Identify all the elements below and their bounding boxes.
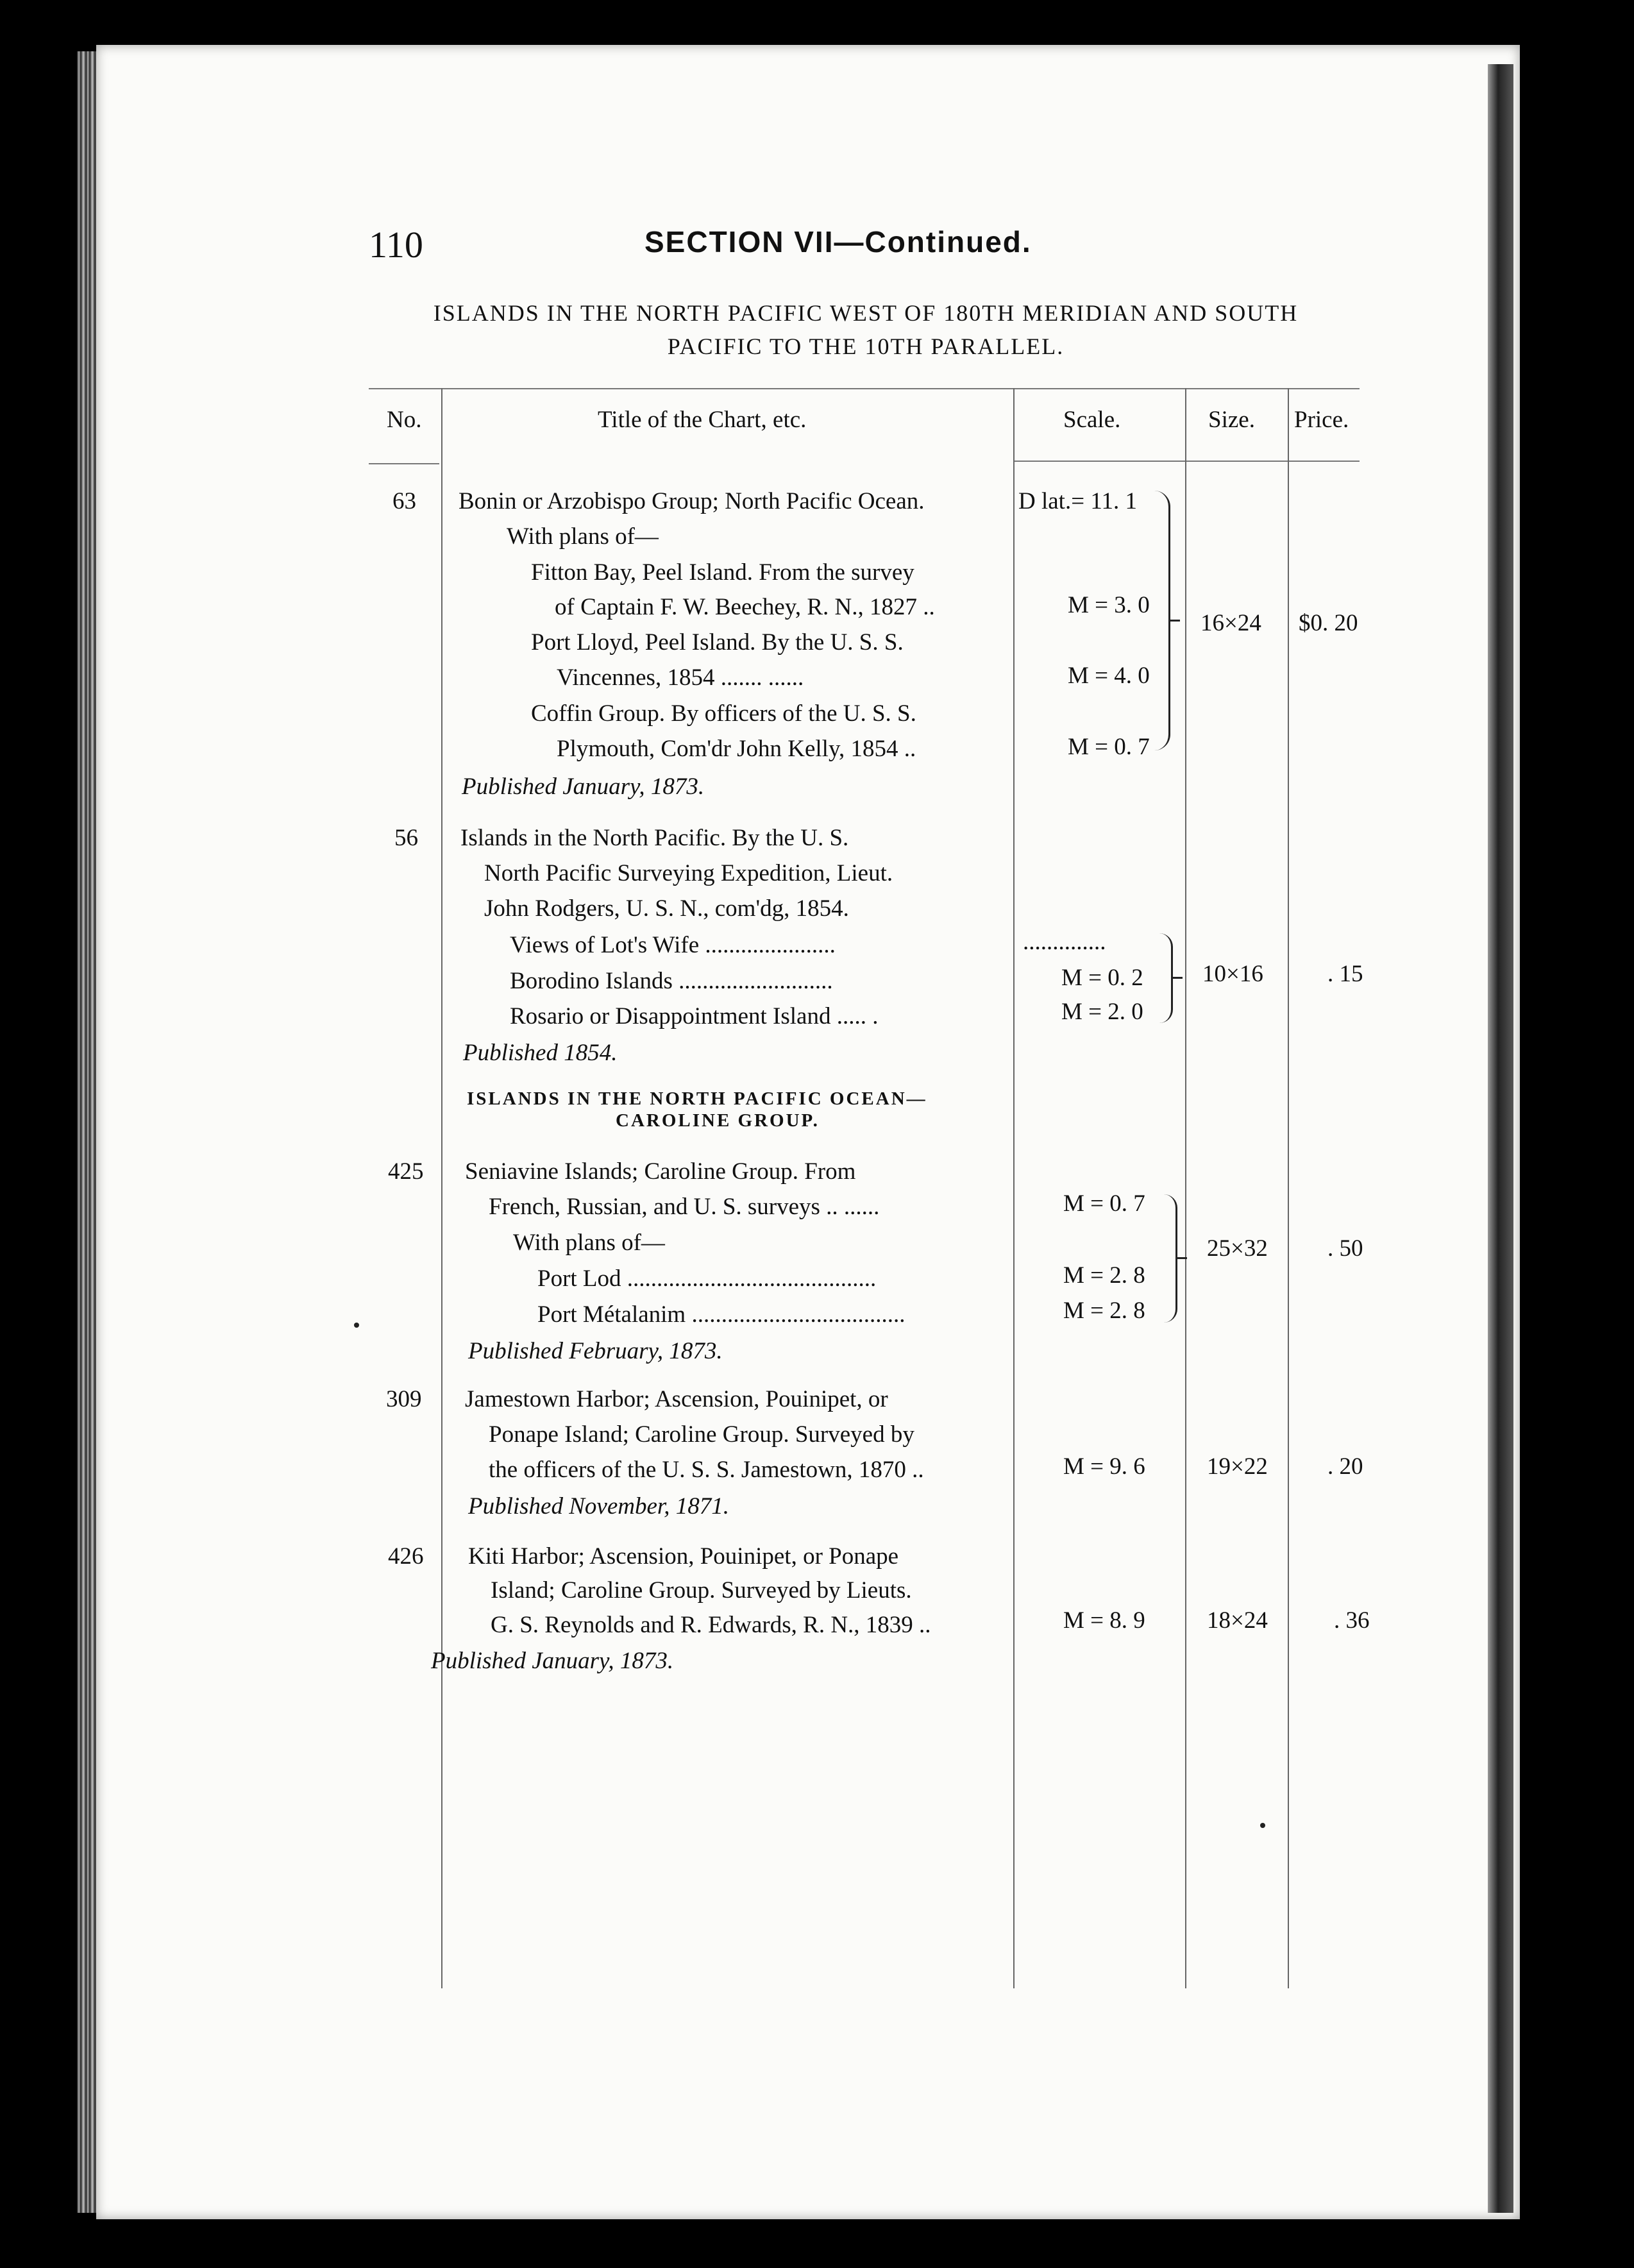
column-rule-4 xyxy=(1288,388,1289,1988)
section-heading: SECTION VII—Continued. xyxy=(644,225,1032,258)
header-scale: Scale. xyxy=(1063,407,1121,433)
header-size: Size. xyxy=(1208,407,1255,433)
header-rule-right xyxy=(1013,461,1360,462)
entry-line: Jamestown Harbor; Ascension, Pouinipet, or xyxy=(465,1386,888,1412)
entry-line: the officers of the U. S. S. Jamestown, 1870 .. xyxy=(489,1457,924,1483)
subtitle-line-2: PACIFIC TO THE 10TH PARALLEL. xyxy=(667,334,1065,360)
entry-line: Ponape Island; Caroline Group. Surveyed by xyxy=(489,1421,914,1448)
ink-speck xyxy=(1260,1823,1265,1828)
entry-line: Island; Caroline Group. Surveyed by Lieuts. xyxy=(491,1577,912,1604)
entry-line: Port Lod .......................................... xyxy=(537,1265,877,1292)
column-rule-1 xyxy=(441,388,442,1988)
entry-line: Port Métalanim .................................... xyxy=(537,1301,905,1328)
entry-line: North Pacific Surveying Expedition, Lieut. xyxy=(484,860,893,886)
grouping-brace-tip xyxy=(1168,620,1180,622)
header-no: No. xyxy=(387,407,422,433)
entry-scale: M = 3. 0 xyxy=(1068,592,1150,618)
entry-scale: D lat.= 11. 1 xyxy=(1018,488,1137,514)
entry-price: . 36 xyxy=(1334,1607,1370,1634)
ink-speck xyxy=(354,1323,359,1328)
entry-line: Vincennes, 1854 ....... ...... xyxy=(557,664,804,691)
entry-line: Port Lloyd, Peel Island. By the U. S. S. xyxy=(531,629,904,656)
entry-line: Fitton Bay, Peel Island. From the survey xyxy=(531,559,914,586)
entry-price: . 50 xyxy=(1327,1235,1363,1262)
header-price: Price. xyxy=(1294,407,1349,433)
entry-published: Published November, 1871. xyxy=(468,1493,729,1519)
entry-line: John Rodgers, U. S. N., com'dg, 1854. xyxy=(484,895,849,922)
entry-size: 18×24 xyxy=(1207,1607,1268,1634)
entry-line: Kiti Harbor; Ascension, Pouinipet, or Ponape xyxy=(468,1543,899,1570)
entry-line: G. S. Reynolds and R. Edwards, R. N., 1839 .. xyxy=(491,1612,931,1638)
subsection-heading-line-1: ISLANDS IN THE NORTH PACIFIC OCEAN— xyxy=(467,1088,927,1109)
column-rule-2 xyxy=(1013,388,1015,1988)
entry-line: With plans of— xyxy=(507,523,659,550)
entry-published: Published 1854. xyxy=(463,1040,618,1066)
entry-number: 63 xyxy=(392,488,416,514)
entry-scale: M = 2. 8 xyxy=(1063,1262,1145,1289)
entry-price: . 15 xyxy=(1327,961,1363,987)
entry-line: Bonin or Arzobispo Group; North Pacific Ocean. xyxy=(459,488,925,514)
entry-size: 16×24 xyxy=(1200,610,1261,636)
grouping-brace-tip xyxy=(1171,977,1183,979)
entry-scale: M = 0. 2 xyxy=(1061,965,1143,991)
entry-scale: M = 0. 7 xyxy=(1068,734,1150,760)
entry-line: Seniavine Islands; Caroline Group. From xyxy=(465,1158,856,1185)
entry-line: French, Russian, and U. S. surveys .. ...... xyxy=(489,1194,880,1220)
region-subtitle xyxy=(366,296,1366,363)
entry-line: Coffin Group. By officers of the U. S. S. xyxy=(531,700,916,727)
subtitle-line-1: ISLANDS IN THE NORTH PACIFIC WEST OF 180TH MERIDIAN AND SOUTH xyxy=(433,300,1299,326)
entry-number: 425 xyxy=(388,1158,424,1185)
entry-size: 10×16 xyxy=(1202,961,1263,987)
document-page xyxy=(96,45,1520,2219)
entry-published: Published January, 1873. xyxy=(431,1648,674,1674)
page-edge-right xyxy=(1488,64,1513,2213)
table-top-rule xyxy=(369,388,1360,389)
entry-line: Rosario or Disappointment Island ..... . xyxy=(510,1003,879,1029)
entry-scale: M = 2. 8 xyxy=(1063,1298,1145,1324)
entry-price: . 20 xyxy=(1327,1453,1363,1480)
entry-scale: M = 4. 0 xyxy=(1068,663,1150,689)
entry-size: 25×32 xyxy=(1207,1235,1268,1262)
entry-number: 309 xyxy=(386,1386,422,1412)
entry-published: Published February, 1873. xyxy=(468,1338,723,1364)
entry-number: 426 xyxy=(388,1543,424,1570)
subsection-heading-line-2: CAROLINE GROUP. xyxy=(616,1110,820,1131)
entry-number: 56 xyxy=(394,825,418,851)
column-rule-3 xyxy=(1185,388,1186,1988)
entry-scale: M = 9. 6 xyxy=(1063,1453,1145,1480)
header-rule-no xyxy=(369,463,439,464)
entry-line: Borodino Islands .......................... xyxy=(510,968,833,994)
entry-published: Published January, 1873. xyxy=(462,774,705,800)
entry-size: 19×22 xyxy=(1207,1453,1268,1480)
entry-line: Plymouth, Com'dr John Kelly, 1854 .. xyxy=(557,736,916,762)
entry-scale: M = 0. 7 xyxy=(1063,1190,1145,1217)
entry-scale: M = 2. 0 xyxy=(1061,999,1143,1025)
page-number: 110 xyxy=(369,224,423,266)
entry-price: $0. 20 xyxy=(1299,610,1358,636)
entry-line: Views of Lot's Wife ...................... xyxy=(510,932,836,958)
grouping-brace-tip xyxy=(1175,1257,1187,1259)
entry-scale: .............. xyxy=(1023,929,1106,955)
header-title: Title of the Chart, etc. xyxy=(598,407,807,433)
entry-line: of Captain F. W. Beechey, R. N., 1827 .. xyxy=(555,594,935,620)
entry-line: With plans of— xyxy=(513,1230,665,1256)
entry-line: Islands in the North Pacific. By the U. S. xyxy=(460,825,849,851)
entry-scale: M = 8. 9 xyxy=(1063,1607,1145,1634)
